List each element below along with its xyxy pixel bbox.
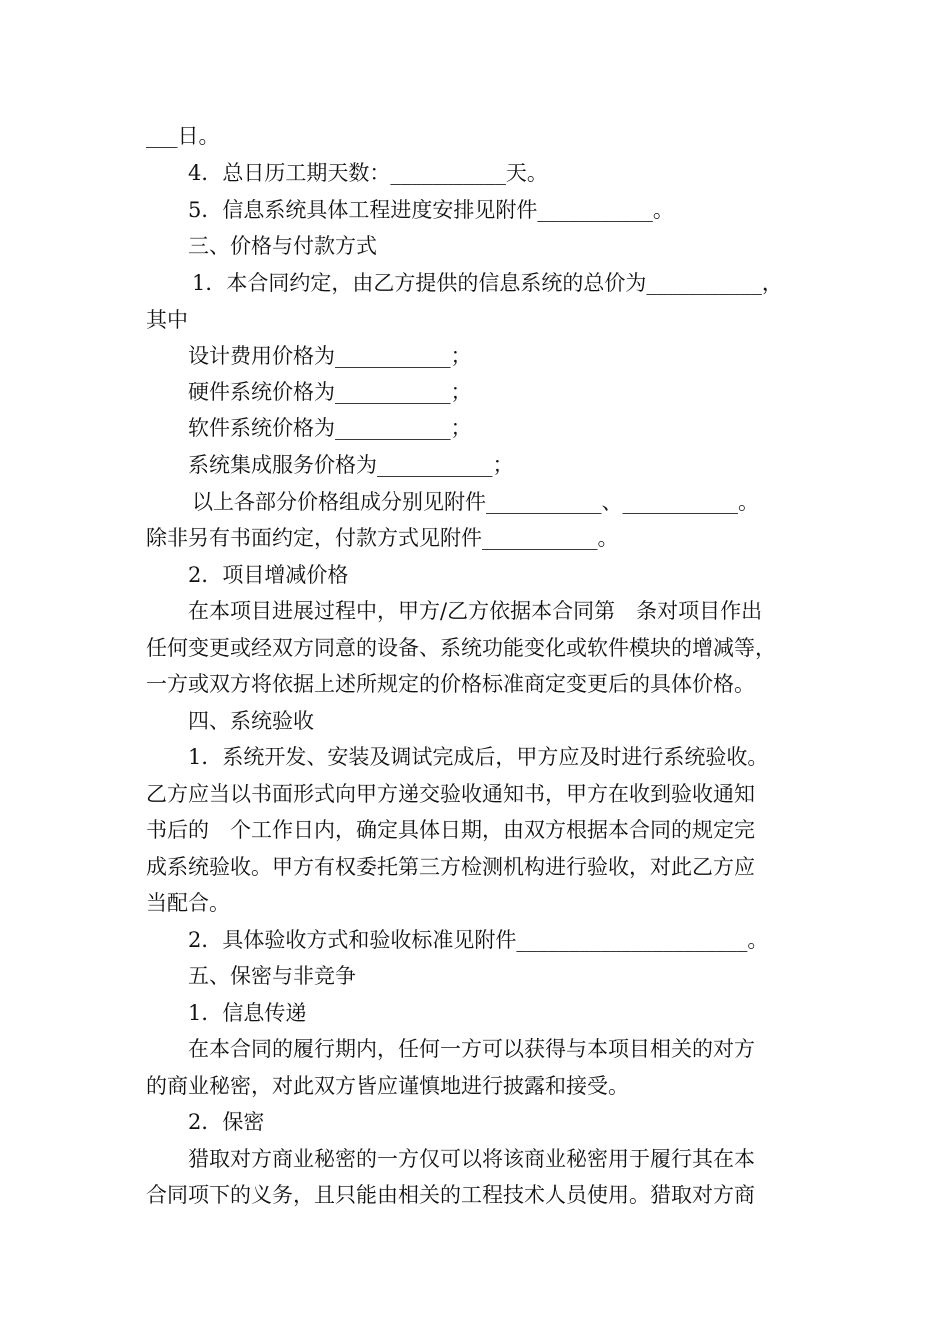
- text-line: 任何变更或经双方同意的设备、系统功能变化或软件模块的增减等，: [146, 636, 776, 660]
- text-line: 2．具体验收方式和验收标准见附件______________________。: [188, 928, 769, 952]
- text-line: 除非另有书面约定，付款方式见附件___________。: [146, 526, 619, 550]
- text-line: 一方或双方将依据上述所规定的价格标准商定变更后的具体价格。: [146, 672, 755, 696]
- text-line: 设计费用价格为___________；: [188, 344, 472, 368]
- text-line: 其中: [146, 308, 188, 332]
- text-line: 书后的 个工作日内，确定具体日期，由双方根据本合同的规定完: [146, 818, 755, 842]
- text-line: 当配合。: [146, 891, 230, 915]
- text-line: 2．保密: [188, 1110, 265, 1134]
- section-heading: 五、保密与非竞争: [188, 964, 356, 988]
- text-line: 成系统验收。甲方有权委托第三方检测机构进行验收，对此乙方应: [146, 855, 755, 879]
- text-line: 猎取对方商业秘密的一方仅可以将该商业秘密用于履行其在本: [188, 1147, 755, 1171]
- text-line: 4．总日历工期天数：___________天。: [188, 161, 548, 185]
- text-line: 的商业秘密，对此双方皆应谨慎地进行披露和接受。: [146, 1074, 629, 1098]
- text-line: 5．信息系统具体工程进度安排见附件___________。: [188, 198, 674, 222]
- section-heading: 四、系统验收: [188, 709, 314, 733]
- text-line: 1．系统开发、安装及调试完成后，甲方应及时进行系统验收。: [188, 745, 769, 769]
- text-line: 以上各部分价格组成分别见附件___________、___________。: [192, 490, 759, 514]
- text-line: 软件系统价格为___________；: [188, 416, 472, 440]
- text-line: 乙方应当以书面形式向甲方递交验收通知书，甲方在收到验收通知: [146, 782, 755, 806]
- text-line: 合同项下的义务，且只能由相关的工程技术人员使用。猎取对方商: [146, 1183, 755, 1207]
- text-line: ___日。: [146, 124, 220, 148]
- section-heading: 三、价格与付款方式: [188, 234, 377, 258]
- text-line: 在本项目进展过程中，甲方/乙方依据本合同第 条对项目作出: [188, 599, 763, 623]
- text-line: 在本合同的履行期内，任何一方可以获得与本项目相关的对方: [188, 1037, 755, 1061]
- text-line: 1．信息传递: [188, 1001, 307, 1025]
- text-line: 2．项目增减价格: [188, 563, 349, 587]
- text-line: 硬件系统价格为___________；: [188, 380, 472, 404]
- text-line: 系统集成服务价格为___________；: [188, 453, 514, 477]
- text-line: 1．本合同约定，由乙方提供的信息系统的总价为___________，: [192, 271, 783, 295]
